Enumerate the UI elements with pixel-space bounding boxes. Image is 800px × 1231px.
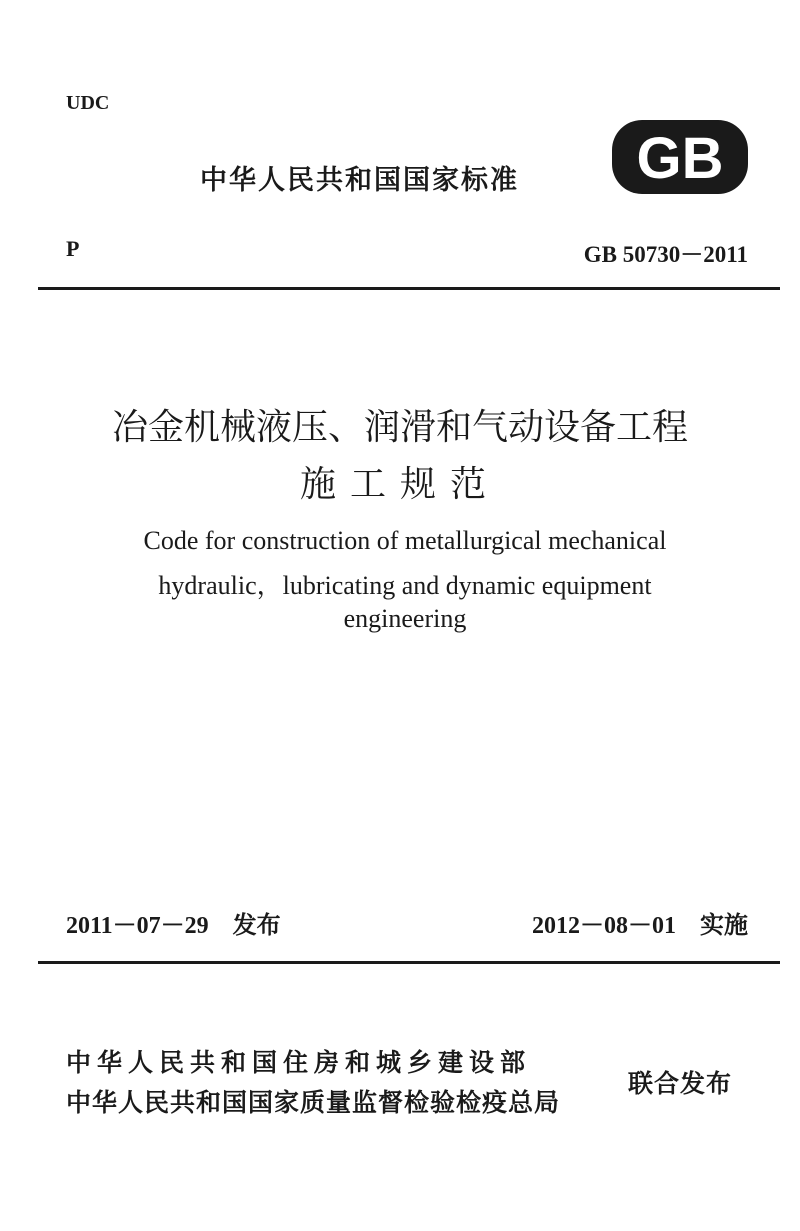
- category-code: P: [66, 236, 80, 261]
- national-standard-heading: 中华人民共和国国家标准: [200, 165, 519, 196]
- issuer-aqsiq: 中华人民共和国国家质量监督检验检疫总局: [66, 1088, 561, 1117]
- gb-logo: [610, 118, 750, 196]
- title-chinese-line-2: 施工规范: [299, 464, 500, 504]
- udc-label: UDC: [66, 92, 110, 114]
- top-divider: [38, 287, 780, 290]
- standard-number: GB 50730－2011: [583, 242, 748, 267]
- title-english-line-2: hydraulic，lubricating and dynamic equipment: [158, 571, 652, 600]
- gb-logo-text: GB: [636, 126, 724, 191]
- issuer-ministry: 中华人民共和国住房和城乡建设部: [66, 1048, 532, 1077]
- joint-release-label: 联合发布: [628, 1069, 733, 1098]
- title-english-line-1: Code for construction of metallurgical mechanical: [143, 526, 667, 555]
- effective-date: 2012－08－01 实施: [532, 913, 748, 939]
- title-english-line-3: engineering: [343, 604, 467, 633]
- title-chinese-line-1: 冶金机械液压、润滑和气动设备工程: [111, 407, 688, 447]
- bottom-divider: [38, 961, 780, 964]
- issue-date: 2011－07－29 发布: [66, 913, 281, 939]
